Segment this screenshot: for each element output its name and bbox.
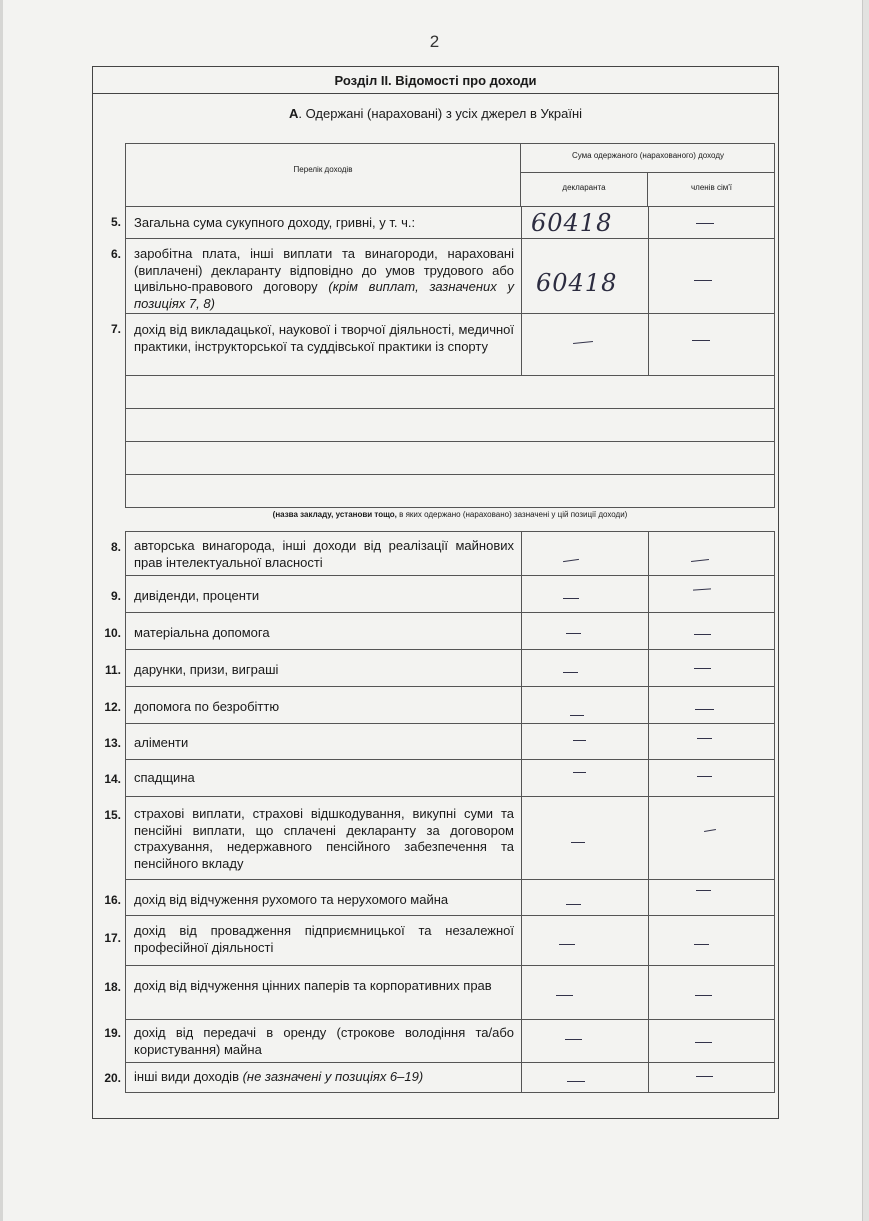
row-number: 15. [104,808,121,822]
income-row-label: допомога по безробіттю [134,699,280,714]
declarant-amount-dash [563,559,579,562]
subsection-text: . Одержані (нараховані) з усіх джерел в Україні [298,106,583,121]
family-amount-dash [696,1076,713,1077]
declarant-amount-dash [573,740,586,741]
income-row [125,207,775,239]
institution-line [125,475,775,508]
row-number: 7. [110,322,121,336]
income-row-label: дохід від провадження підприємницької та незалежної професійної діяльності [134,923,514,955]
family-amount-dash [695,709,714,710]
row-number: 14. [104,772,121,786]
income-row-label: інші види доходів (не зазначені у позиціях 6–19) [134,1069,424,1084]
income-row [125,687,775,724]
row-number: 13. [104,736,121,750]
income-row [125,797,775,880]
income-row-label: дохід від відчуження цінних паперів та корпоративних прав [134,978,492,993]
row-number: 5. [110,215,121,229]
page-number: 2 [429,32,440,51]
family-amount-dash [697,776,712,777]
declarant-amount-dash [567,1081,585,1082]
scan-edge-right [862,0,869,1221]
declarant-amount-dash [573,772,586,773]
declarant-amount-dash [559,944,575,945]
income-row [125,1020,775,1063]
income-row-label: аліменти [134,735,189,750]
declarant-amount-dash [566,904,581,905]
declarant-amount-dash [565,1039,582,1040]
income-row [125,314,775,376]
declarant-amount-dash [571,842,585,843]
declarant-amount-dash [570,715,584,716]
declarant-amount: 60418 [536,269,618,297]
row-number: 10. [104,626,121,640]
family-amount-dash [692,340,710,341]
family-amount-dash [694,668,711,669]
income-row-label: матеріальна допомога [134,625,270,640]
income-row-label: дохід від відчуження рухомого та нерухомого майна [134,892,449,907]
family-amount-dash [695,1042,712,1043]
institution-line [125,409,775,442]
row-number: 17. [104,931,121,945]
family-column-header: членів сім'ї [691,183,732,192]
income-sum-header: Сума одержаного (нарахованого) доходу [571,151,724,160]
family-amount-dash [697,738,712,739]
income-row-label: дохід від передачі в оренду (строкове володіння та/або користування) майна [134,1025,514,1057]
declarant-amount-dash [556,995,573,996]
institution-line [125,442,775,475]
income-row [125,724,775,760]
row-number: 19. [104,1026,121,1040]
row-number: 11. [104,663,121,677]
subsection-title [93,106,778,121]
section-title: Розділ ІІ. Відомості про доходи [93,67,778,94]
institution-line [125,376,775,409]
income-row-label: заробітна плата, інші виплати та винагороди, нараховані (виплачені) декларанту відповідно до умов трудового або цивільно-правового договору (крім виплат, зазначених у позиціях 7, 8) [134,246,514,311]
income-row [125,1063,775,1093]
income-row-label: дохід від викладацької, наукової і творчої діяльності, медичної практики, інструкторської та суддівської практики із спорту [134,322,514,354]
family-amount-dash [696,223,714,224]
income-row [125,650,775,687]
family-amount-dash [696,890,711,891]
income-row-label: страхові виплати, страхові відшкодування, викупні суми та пенсійні виплати, що сплачені декларанту за договором страхування, недержавного пенсійного забезпечення та пенсійного вкладу [134,806,514,871]
income-row [125,531,775,576]
declarant-amount-dash [566,633,581,634]
row-number: 8. [110,540,121,554]
income-row-label: спадщина [134,770,195,785]
row-number: 16. [104,893,121,907]
income-row [125,880,775,916]
family-amount-dash [704,829,716,832]
row-number: 6. [110,247,121,261]
row-number: 12. [104,700,121,714]
declarant-amount: 60418 [531,209,613,237]
scan-edge-left [0,0,3,1221]
income-row-label: Загальна сума сукупного доходу, гривні, у т. ч.: [134,215,416,230]
income-list-header: Перелік доходів [293,165,353,174]
family-amount-dash [695,995,712,996]
family-amount-dash [694,280,712,281]
declarant-column-header: декларанта [562,183,606,192]
declarant-amount-dash [573,341,593,344]
income-row-label: дивіденди, проценти [134,588,260,603]
family-amount-dash [694,634,711,635]
income-row-label: авторська винагорода, інші доходи від реалізації майнових прав інтелектуальної власності [134,538,514,570]
family-amount-dash [691,559,709,562]
family-amount-dash [693,588,711,590]
declarant-amount-dash [563,672,578,673]
declarant-amount-dash [563,598,579,599]
income-row [125,966,775,1020]
income-row-label: дарунки, призи, виграші [134,662,279,677]
row-number: 18. [104,980,121,994]
row-number: 9. [110,589,121,603]
income-row [125,916,775,966]
subsection-prefix: А [288,106,299,121]
income-row [125,760,775,797]
income-row [125,239,775,314]
institution-caption: (назва закладу, установи тощо, в яких одержано (нараховано) зазначені у цій позиції доходи) [272,510,628,519]
income-row [125,576,775,613]
family-amount-dash [694,944,709,945]
income-row [125,613,775,650]
row-number: 20. [104,1071,121,1085]
